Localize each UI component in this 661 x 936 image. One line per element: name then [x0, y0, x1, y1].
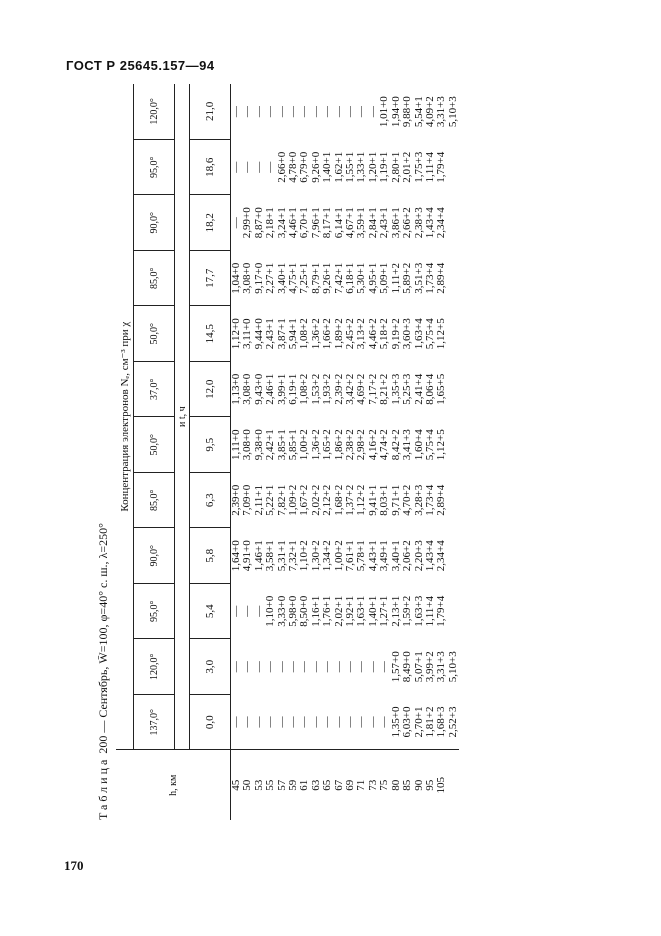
concentration-value: 6,79+0: [298, 151, 311, 183]
concentration-value: 2,46+1: [264, 373, 277, 405]
concentration-value: —: [298, 106, 311, 118]
concentration-value: 1,79+4: [435, 151, 448, 183]
concentration-value: 2,39+2: [332, 373, 345, 405]
concentration-value: 1,01+0: [378, 96, 391, 128]
concentration-value: 1,00+2: [298, 429, 311, 461]
concentration-value: 2,12+2: [321, 484, 334, 516]
height-value: 69: [344, 779, 357, 791]
concentration-value: —: [287, 106, 300, 118]
concentration-value: 1,11+4: [423, 595, 436, 627]
concentration-value: —: [332, 106, 345, 118]
table-caption: [92, 84, 114, 820]
height-value: 50: [241, 779, 254, 791]
concentration-value: 5,18+2: [378, 318, 391, 350]
zenith-angle-header: 137,0°: [134, 695, 175, 751]
concentration-value: 8,42+2: [389, 429, 402, 461]
local-time-header: 18,6: [190, 140, 231, 196]
concentration-value: 1,46+1: [252, 540, 265, 572]
concentration-value: 5,22+1: [264, 484, 277, 516]
local-time-header: 9,5: [190, 417, 231, 473]
concentration-value: 8,03+1: [378, 484, 391, 516]
concentration-value: 7,61+1: [344, 540, 357, 572]
concentration-value: 9,41+1: [366, 484, 379, 516]
concentration-value: 4,75+1: [287, 262, 300, 294]
concentration-value: 7,42+1: [332, 262, 345, 294]
concentration-value: 4,43+1: [366, 540, 379, 572]
concentration-value: 1,63+4: [412, 318, 425, 350]
height-value: 45: [230, 779, 242, 791]
concentration-value: 1,55+1: [344, 151, 357, 183]
concentration-value: 1,60+4: [412, 429, 425, 461]
concentration-value: 1,68+3: [435, 706, 448, 738]
height-value: 73: [366, 779, 379, 791]
concentration-value: 3,08+0: [241, 429, 254, 461]
height-column: [231, 750, 460, 820]
concentration-value: 1,73+4: [423, 262, 436, 294]
concentration-column: [231, 251, 460, 307]
concentration-value: 7,25+1: [298, 262, 311, 294]
concentration-value: 4,95+1: [366, 262, 379, 294]
concentration-value: 3,85+1: [275, 429, 288, 461]
concentration-value: 5,25+3: [401, 373, 414, 405]
concentration-value: 9,26+0: [309, 151, 322, 183]
local-time-header: 5,8: [190, 528, 231, 584]
concentration-value: 3,31+3: [435, 96, 448, 128]
concentration-value: 6,14+1: [332, 207, 345, 239]
concentration-value: 4,67+1: [344, 207, 357, 239]
concentration-value: —: [355, 106, 368, 118]
concentration-value: —: [378, 716, 391, 728]
height-value: 55: [264, 779, 277, 791]
height-value: 67: [332, 779, 345, 791]
concentration-value: 1,16+1: [309, 595, 322, 627]
concentration-value: 5,78+1: [355, 540, 368, 572]
concentration-value: —: [230, 161, 242, 173]
concentration-label: Концентрация электронов Nₑ, см⁻³ при χ: [116, 84, 134, 750]
concentration-value: 7,96+1: [309, 207, 322, 239]
concentration-value: 4,91+0: [241, 540, 254, 572]
concentration-value: —: [264, 161, 277, 173]
concentration-value: 7,09+0: [241, 484, 254, 516]
local-time-header: 14,5: [190, 306, 231, 362]
concentration-value: 8,17+1: [321, 207, 334, 239]
concentration-value: —: [355, 661, 368, 673]
height-value: 59: [287, 779, 300, 791]
zenith-angle-header: 120,0°: [134, 84, 175, 140]
concentration-value: —: [252, 661, 265, 673]
concentration-value: 2,80+1: [389, 151, 402, 183]
height-value: 85: [401, 779, 414, 791]
concentration-value: 2,11+1: [252, 484, 265, 516]
concentration-value: —: [230, 217, 242, 229]
concentration-value: —: [241, 161, 254, 173]
concentration-value: 9,26+1: [321, 262, 334, 294]
concentration-value: —: [230, 716, 242, 728]
concentration-value: 2,38+3: [412, 207, 425, 239]
concentration-value: 9,88+0: [401, 96, 414, 128]
concentration-value: —: [321, 106, 334, 118]
concentration-value: 5,30+1: [355, 262, 368, 294]
concentration-value: 1,33+1: [355, 151, 368, 183]
zenith-angle-header: 37,0°: [134, 362, 175, 418]
concentration-value: 2,38+2: [344, 429, 357, 461]
zenith-angle-header: 90,0°: [134, 528, 175, 584]
zenith-angle-header: 95,0°: [134, 140, 175, 196]
electron-concentration-table: [116, 84, 459, 820]
zenith-angle-header: 120,0°: [134, 639, 175, 695]
local-time-header: 3,0: [190, 639, 231, 695]
concentration-value: 8,87+0: [252, 207, 265, 239]
concentration-value: 1,11+0: [230, 429, 242, 461]
concentration-value: 1,37+2: [344, 484, 357, 516]
concentration-value: 9,38+0: [252, 429, 265, 461]
concentration-value: 2,89+4: [435, 262, 448, 294]
caption-rest: — Сентябрь, W̄=100, φ=40° с. ш., λ=250°: [96, 523, 110, 733]
concentration-value: 1,59+2: [401, 595, 414, 627]
concentration-value: 1,12+2: [355, 484, 368, 516]
height-value: 90: [412, 779, 425, 791]
concentration-value: 3,33+0: [275, 595, 288, 627]
local-time-header: 5,4: [190, 584, 231, 640]
concentration-value: 1,81+2: [423, 706, 436, 738]
zenith-angle-header: 50,0°: [134, 417, 175, 473]
concentration-value: 2,20+3: [412, 540, 425, 572]
concentration-value: 6,70+1: [298, 207, 311, 239]
concentration-value: 5,09+1: [378, 262, 391, 294]
concentration-value: —: [241, 106, 254, 118]
concentration-value: —: [230, 661, 242, 673]
concentration-value: —: [230, 605, 242, 617]
height-value: 71: [355, 779, 368, 791]
concentration-value: 3,11+0: [241, 318, 254, 350]
page-number: 170: [64, 858, 84, 873]
concentration-column: [231, 84, 460, 140]
concentration-value: 1,53+2: [309, 373, 322, 405]
concentration-value: 4,16+2: [366, 429, 379, 461]
concentration-value: —: [241, 716, 254, 728]
concentration-value: —: [252, 106, 265, 118]
concentration-value: —: [230, 106, 242, 118]
concentration-value: 2,43+1: [264, 318, 277, 350]
concentration-value: —: [252, 605, 265, 617]
concentration-column: [231, 362, 460, 418]
concentration-value: 7,17+2: [366, 373, 379, 405]
height-value: 63: [309, 779, 322, 791]
concentration-value: 4,70+2: [401, 484, 414, 516]
concentration-value: 2,27+1: [264, 262, 277, 294]
local-time-header: 21,0: [190, 84, 231, 140]
concentration-value: —: [298, 716, 311, 728]
concentration-value: 1,08+2: [298, 318, 311, 350]
concentration-value: 9,44+0: [252, 318, 265, 350]
concentration-value: 2,45+2: [344, 318, 357, 350]
concentration-value: 7,82+1: [275, 484, 288, 516]
concentration-value: 3,59+1: [355, 207, 368, 239]
concentration-value: 2,02+1: [332, 595, 345, 627]
concentration-value: 1,65+5: [435, 373, 448, 405]
concentration-value: 1,12+5: [435, 429, 448, 461]
concentration-value: —: [287, 661, 300, 673]
concentration-value: 2,34+4: [435, 207, 448, 239]
concentration-value: 4,46+2: [366, 318, 379, 350]
local-time-header: 17,7: [190, 251, 231, 307]
concentration-value: 2,41+4: [412, 373, 425, 405]
concentration-value: 8,21+2: [378, 373, 391, 405]
concentration-value: 9,43+0: [252, 373, 265, 405]
concentration-value: —: [252, 161, 265, 173]
concentration-value: 4,09+2: [423, 96, 436, 128]
concentration-value: 1,36+2: [309, 429, 322, 461]
concentration-value: 3,99+1: [275, 373, 288, 405]
concentration-value: 1,35+0: [389, 706, 402, 738]
document-header: ГОСТ Р 25645.157—94: [66, 58, 215, 73]
height-header: [116, 750, 231, 820]
concentration-value: —: [344, 661, 357, 673]
concentration-value: 1,10+2: [298, 540, 311, 572]
concentration-value: —: [378, 661, 391, 673]
concentration-value: 3,31+3: [435, 651, 448, 683]
height-value: 105: [435, 777, 448, 794]
concentration-value: 1,43+4: [423, 540, 436, 572]
concentration-column: [231, 306, 460, 362]
concentration-column: [231, 473, 460, 529]
concentration-value: 1,67+2: [298, 484, 311, 516]
concentration-value: 5,85+1: [287, 429, 300, 461]
local-time-header: 0,0: [190, 695, 231, 751]
concentration-value: 3,99+2: [423, 651, 436, 683]
concentration-value: —: [321, 716, 334, 728]
local-time-header: 18,2: [190, 195, 231, 251]
concentration-value: 1,13+0: [230, 373, 242, 405]
concentration-value: 3,08+0: [241, 373, 254, 405]
concentration-value: —: [344, 716, 357, 728]
concentration-value: 2,01+2: [401, 151, 414, 183]
concentration-column: [231, 140, 460, 196]
concentration-value: 3,40+1: [389, 540, 402, 572]
concentration-value: 5,89+2: [401, 262, 414, 294]
concentration-value: 1,73+4: [423, 484, 436, 516]
concentration-value: —: [309, 661, 322, 673]
concentration-value: 2,02+2: [309, 484, 322, 516]
concentration-value: 1,11+4: [423, 151, 436, 183]
zenith-angle-header: 50,0°: [134, 306, 175, 362]
concentration-value: 3,40+1: [275, 262, 288, 294]
concentration-value: 1,43+4: [423, 207, 436, 239]
concentration-value: 6,03+0: [401, 706, 414, 738]
concentration-value: 2,42+1: [264, 429, 277, 461]
concentration-value: 2,39+0: [230, 484, 242, 516]
concentration-value: 8,06+4: [423, 373, 436, 405]
height-label: h, км: [168, 774, 179, 796]
concentration-value: 2,18+1: [264, 207, 277, 239]
concentration-value: 2,13+1: [389, 595, 402, 627]
concentration-value: 1,36+2: [309, 318, 322, 350]
concentration-value: 5,54+1: [412, 96, 425, 128]
concentration-value: 1,30+2: [309, 540, 322, 572]
time-label: и t, ч: [175, 84, 190, 750]
concentration-value: —: [252, 716, 265, 728]
concentration-value: —: [332, 661, 345, 673]
concentration-value: 9,19+2: [389, 318, 402, 350]
concentration-value: 1,27+1: [378, 595, 391, 627]
concentration-value: 1,57+0: [389, 651, 402, 683]
concentration-value: 4,74+2: [378, 429, 391, 461]
concentration-value: 1,12+5: [435, 318, 448, 350]
height-value: 65: [321, 779, 334, 791]
concentration-value: —: [298, 661, 311, 673]
concentration-value: 1,92+1: [344, 595, 357, 627]
concentration-value: 2,84+1: [366, 207, 379, 239]
concentration-value: 1,76+1: [321, 595, 334, 627]
zenith-angle-header: 90,0°: [134, 195, 175, 251]
concentration-value: 2,98+2: [355, 429, 368, 461]
concentration-value: —: [264, 716, 277, 728]
concentration-value: 4,46+1: [287, 207, 300, 239]
concentration-value: 1,79+4: [435, 595, 448, 627]
concentration-value: —: [264, 106, 277, 118]
local-time-header: 6,3: [190, 473, 231, 529]
concentration-value: 1,11+2: [389, 262, 402, 294]
concentration-value: 3,42+2: [344, 373, 357, 405]
concentration-column: [231, 528, 460, 584]
concentration-column: [231, 639, 460, 695]
concentration-value: 1,75+3: [412, 151, 425, 183]
concentration-value: 1,63+1: [355, 595, 368, 627]
concentration-value: 1,34+2: [321, 540, 334, 572]
concentration-column: [231, 417, 460, 473]
zenith-angle-header: 95,0°: [134, 584, 175, 640]
concentration-value: 5,10+3: [446, 651, 459, 683]
concentration-value: 4,78+0: [287, 151, 300, 183]
caption-number: 200: [96, 735, 110, 754]
concentration-value: 3,13+2: [355, 318, 368, 350]
concentration-value: —: [275, 106, 288, 118]
concentration-value: 3,58+1: [264, 540, 277, 572]
concentration-value: 1,64+0: [230, 540, 242, 572]
concentration-value: 6,19+1: [287, 373, 300, 405]
concentration-value: —: [332, 716, 345, 728]
height-value: 53: [252, 779, 265, 791]
height-value: 80: [389, 779, 402, 791]
concentration-value: 1,08+2: [298, 373, 311, 405]
height-value: 61: [298, 779, 311, 791]
concentration-value: 3,28+3: [412, 484, 425, 516]
concentration-value: 2,43+1: [378, 207, 391, 239]
concentration-value: 2,99+0: [241, 207, 254, 239]
concentration-value: —: [275, 716, 288, 728]
concentration-value: 3,60+3: [401, 318, 414, 350]
concentration-value: —: [366, 106, 379, 118]
concentration-value: 1,19+1: [378, 151, 391, 183]
concentration-value: 3,24+1: [275, 207, 288, 239]
concentration-value: 5,94+1: [287, 318, 300, 350]
concentration-value: —: [355, 716, 368, 728]
concentration-value: 1,65+2: [321, 429, 334, 461]
concentration-value: —: [309, 716, 322, 728]
concentration-value: 1,00+2: [332, 540, 345, 572]
concentration-value: 8,50+0: [298, 595, 311, 627]
concentration-value: 8,49+0: [401, 651, 414, 683]
concentration-value: 2,66+2: [401, 207, 414, 239]
concentration-value: 1,89+2: [332, 318, 345, 350]
concentration-value: —: [366, 716, 379, 728]
concentration-value: —: [241, 661, 254, 673]
concentration-value: 1,93+2: [321, 373, 334, 405]
zenith-angle-header: 85,0°: [134, 251, 175, 307]
concentration-value: 3,49+1: [378, 540, 391, 572]
concentration-value: 6,18+1: [344, 262, 357, 294]
height-value: 75: [378, 779, 391, 791]
concentration-value: 1,10+0: [264, 595, 277, 627]
concentration-column: [231, 695, 460, 751]
concentration-value: —: [321, 661, 334, 673]
concentration-value: 1,63+3: [412, 595, 425, 627]
concentration-value: 3,51+3: [412, 262, 425, 294]
concentration-value: 3,41+3: [401, 429, 414, 461]
concentration-value: 2,06+2: [401, 540, 414, 572]
concentration-value: 1,68+2: [332, 484, 345, 516]
caption-prefix: Таблица: [96, 756, 110, 820]
concentration-value: —: [241, 605, 254, 617]
concentration-value: 1,20+1: [366, 151, 379, 183]
concentration-value: 1,12+0: [230, 318, 242, 350]
zenith-angle-header: 85,0°: [134, 473, 175, 529]
concentration-value: —: [287, 716, 300, 728]
concentration-value: 3,87+1: [275, 318, 288, 350]
concentration-value: 2,34+4: [435, 540, 448, 572]
concentration-value: 8,79+1: [309, 262, 322, 294]
concentration-value: —: [344, 106, 357, 118]
concentration-value: 2,89+4: [435, 484, 448, 516]
concentration-value: 2,70+1: [412, 706, 425, 738]
concentration-column: [231, 584, 460, 640]
height-value: 95: [423, 779, 436, 791]
concentration-value: 3,86+1: [389, 207, 402, 239]
concentration-value: 5,10+3: [446, 96, 459, 128]
concentration-value: 5,75+4: [423, 318, 436, 350]
concentration-value: 1,09+2: [287, 484, 300, 516]
concentration-value: 1,86+2: [332, 429, 345, 461]
concentration-value: 4,69+2: [355, 373, 368, 405]
concentration-value: 2,52+3: [446, 706, 459, 738]
concentration-value: 1,35+3: [389, 373, 402, 405]
concentration-value: 1,40+1: [321, 151, 334, 183]
concentration-value: 1,04+0: [230, 262, 242, 294]
concentration-value: 1,66+2: [321, 318, 334, 350]
concentration-value: 5,07+1: [412, 651, 425, 683]
local-time-header: 12,0: [190, 362, 231, 418]
concentration-value: 7,32+1: [287, 540, 300, 572]
concentration-value: —: [309, 106, 322, 118]
concentration-value: 3,08+0: [241, 262, 254, 294]
concentration-value: —: [275, 661, 288, 673]
concentration-value: 2,66+0: [275, 151, 288, 183]
concentration-value: 5,31+1: [275, 540, 288, 572]
concentration-value: 9,71+1: [389, 484, 402, 516]
concentration-value: 1,94+0: [389, 96, 402, 128]
concentration-value: 1,62+1: [332, 151, 345, 183]
height-value: 57: [275, 779, 288, 791]
concentration-column: [231, 195, 460, 251]
rotated-table-block: [92, 84, 492, 820]
concentration-value: 1,40+1: [366, 595, 379, 627]
concentration-value: —: [366, 661, 379, 673]
concentration-value: 9,17+0: [252, 262, 265, 294]
concentration-value: 5,75+4: [423, 429, 436, 461]
concentration-value: 5,98+0: [287, 595, 300, 627]
concentration-value: —: [264, 661, 277, 673]
